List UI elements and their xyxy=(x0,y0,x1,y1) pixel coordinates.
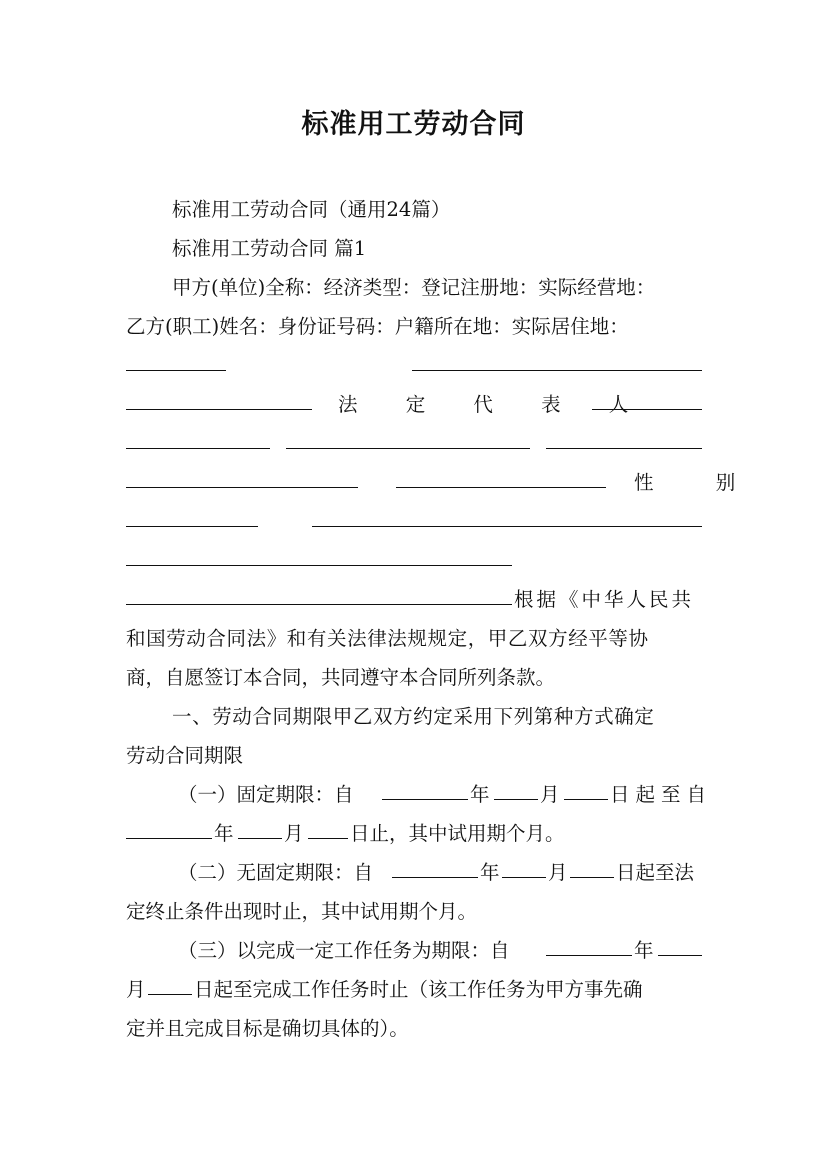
task-term-cont xyxy=(126,972,702,1008)
subtitle-line: 标准用工劳动合同（通用24篇） xyxy=(172,198,451,221)
year-field xyxy=(382,777,468,800)
day-label: 日起至自 xyxy=(610,783,713,806)
party-b-line: 乙方(职工)姓名：身份证号码：户籍所在地：实际居住地： xyxy=(126,315,629,338)
legal-rep-row xyxy=(126,387,702,423)
clause-one-cont: 劳动合同期限 xyxy=(126,744,244,767)
task-term-text: 日起至完成工作任务时止（该工作任务为甲方事先确 xyxy=(194,978,643,1001)
blank-field xyxy=(286,426,530,449)
fixed-term-row xyxy=(172,777,713,813)
blank-field xyxy=(546,426,702,449)
month-label: 月 xyxy=(548,861,568,884)
blank-field xyxy=(126,543,512,566)
task-term-label: （三）以完成一定工作任务为期限：自 xyxy=(178,939,510,962)
month-label: 月 xyxy=(540,783,560,806)
blank-field xyxy=(126,465,358,488)
basis-row xyxy=(126,582,702,618)
year-label: 年 xyxy=(214,822,234,845)
year-label: 年 xyxy=(634,939,654,962)
month-field xyxy=(658,933,702,956)
month-field xyxy=(502,855,546,878)
gender-label: 性 别 xyxy=(634,471,764,494)
fixed-term-label: （一）固定期限：自 xyxy=(178,783,354,806)
clause-one-heading: 一、劳动合同期限甲乙双方约定采用下列第种方式确定 xyxy=(172,705,655,728)
year-label: 年 xyxy=(470,783,490,806)
blank-field xyxy=(396,465,606,488)
blank-field xyxy=(126,582,512,605)
blank-field xyxy=(412,348,702,371)
fixed-term-cont xyxy=(126,816,702,852)
paragraph-line: 和国劳动合同法》和有关法律法规规定，甲乙双方经平等协 xyxy=(126,627,649,650)
month-field xyxy=(494,777,538,800)
year-field xyxy=(392,855,478,878)
blank-field xyxy=(126,348,226,371)
day-label: 日起至法 xyxy=(616,861,695,884)
year-field xyxy=(546,933,632,956)
year-label: 年 xyxy=(480,861,500,884)
day-field xyxy=(570,855,614,878)
open-term-cont: 定终止条件出现时止，其中试用期个月。 xyxy=(126,900,478,923)
legal-rep-label: 法 定 代 表 人 xyxy=(338,393,650,416)
blank-field xyxy=(312,504,702,527)
open-term-label: （二）无固定期限：自 xyxy=(178,861,374,884)
month-field xyxy=(238,816,282,839)
section-heading: 标准用工劳动合同 篇1 xyxy=(172,237,367,260)
paragraph-line: 商，自愿签订本合同，共同遵守本合同所列条款。 xyxy=(126,666,556,689)
month-label: 月 xyxy=(126,978,146,1001)
period-text: 日止，其中试用期个月。 xyxy=(350,822,565,845)
blank-row-6 xyxy=(126,543,702,579)
document-title: 标准用工劳动合同 xyxy=(301,109,526,140)
blank-field xyxy=(126,504,258,527)
blank-row-1 xyxy=(126,348,702,384)
blank-row-5 xyxy=(126,504,702,540)
day-field xyxy=(148,972,192,995)
day-field xyxy=(308,816,348,839)
basis-text: 根据《中华人民共 xyxy=(514,588,695,611)
blank-field xyxy=(126,426,270,449)
gender-row xyxy=(126,465,764,501)
task-term-row xyxy=(172,933,702,969)
blank-field xyxy=(592,387,702,410)
task-term-end: 定并且完成目标是确切具体的）。 xyxy=(126,1017,409,1040)
party-a-line: 甲方(单位)全称：经济类型：登记注册地：实际经营地： xyxy=(172,276,656,299)
day-field xyxy=(564,777,608,800)
month-label: 月 xyxy=(284,822,304,845)
blank-field xyxy=(126,387,312,410)
year-field xyxy=(126,816,212,839)
blank-row-3 xyxy=(126,426,702,462)
open-term-row xyxy=(172,855,702,891)
